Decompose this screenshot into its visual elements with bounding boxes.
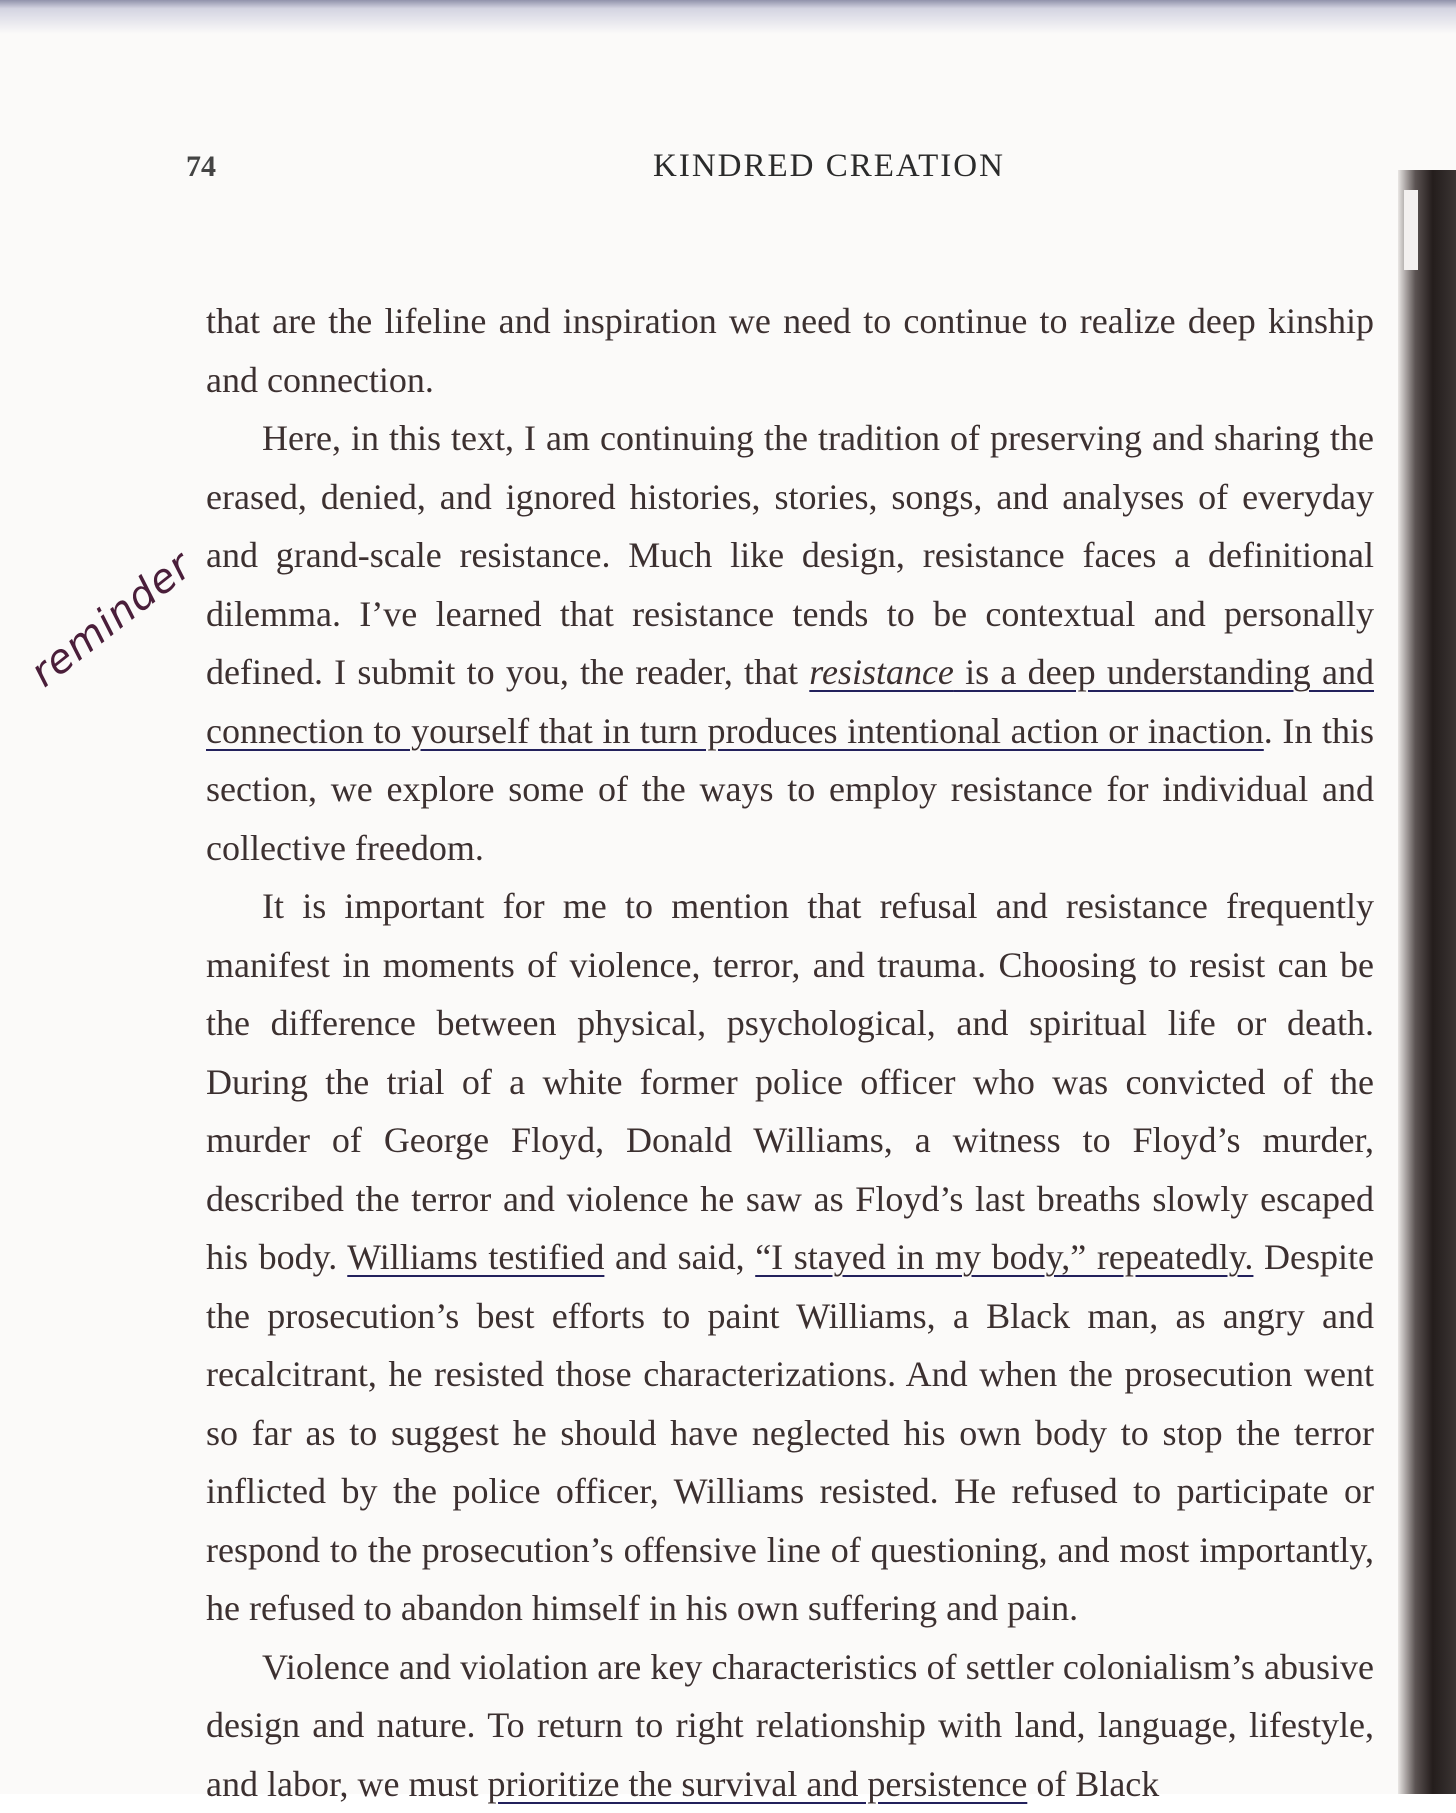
paragraph-1-text: that are the lifeline and inspiration we need to continue to realize deep kinship and connection. [206,301,1374,400]
resistance-term: resistance [809,652,954,692]
paragraph-3-text-b: and said, [604,1237,755,1277]
paragraph-1 [206,292,1374,409]
stayed-in-body-quote-underline: “I stayed in my body,” repeatedly. [755,1237,1253,1277]
running-head: KINDRED CREATION [653,148,1005,185]
paragraph-3-text-c: Despite the prosecution’s best efforts to paint Williams, a Black man, as angry and recalcitrant, he resisted those characterizations. And when the prosecution went so far as to suggest he should have neglected his own body to stop the terror inflicted by the police officer, Williams resisted. He refused to participate or respond to the prosecution’s offensive line of questioning, and most importantly, he refused to abandon himself in his own suffering and pain. [206,1237,1374,1628]
handwritten-margin-note: reminder [22,542,201,696]
paragraph-3-text-a: It is important for me to mention that refusal and resistance frequently manifest in moments of violence, terror, and trauma. Choosing to resist can be the difference between physical, psychological, and spiritual life or death. During the trial of a white former police officer who was convicted of the murder of George Floyd, Donald Williams, a witness to Floyd’s murder, described the terror and violence he saw as Floyd’s last breaths slowly escaped his body. [206,886,1374,1277]
paragraph-2 [206,409,1374,877]
paragraph-4-text-b: of Black [1027,1764,1159,1804]
book-spine-highlight [1404,190,1418,270]
resistance-definition-text: is a deep understanding and connection to yourself that in turn produces intentional action or inaction [206,652,1374,751]
prioritize-survival-underline: prioritize the survival and persistence [488,1764,1028,1804]
paragraph-4-text-a: Violence and violation are key characteristics of settler colonialism’s abusive design and nature. To return to right relationship with land, language, lifestyle, and labor, we must [206,1647,1374,1804]
page-number: 74 [186,150,216,184]
paragraph-2-text-a: Here, in this text, I am continuing the tradition of preserving and sharing the erased, denied, and ignored histories, stories, songs, and analyses of everyday and grand-scale resistance. Much like design, resistance faces a definitional dilemma. I’ve learned that resistance tends to be contextual and personally defined. I submit to you, the reader, that [206,418,1374,692]
paragraph-4 [206,1638,1374,1813]
scan-top-shadow [0,0,1456,34]
paragraph-2-text-b: . In this section, we explore some of the ways to employ resistance for individual and collective freedom. [206,711,1374,868]
paragraph-3 [206,877,1374,1638]
body-text [206,292,1374,1813]
book-spine-edge [1398,170,1456,1794]
williams-testified-underline: Williams testified [347,1237,604,1277]
